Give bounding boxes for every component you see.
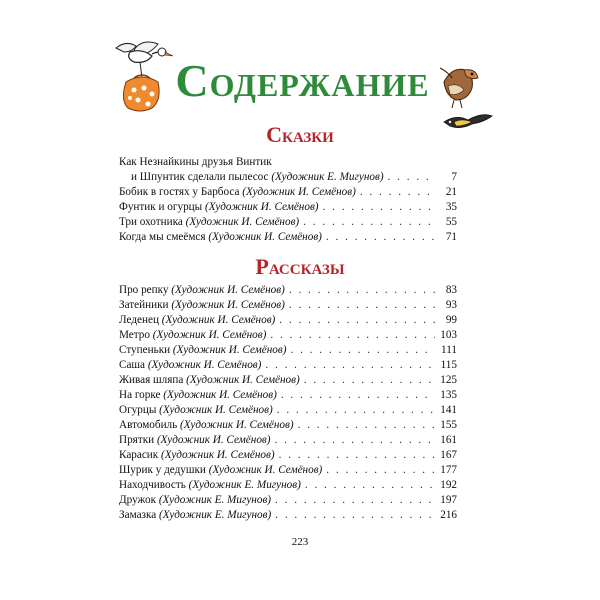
toc-entry-title-group (119, 433, 271, 448)
toc-entry-title-group (119, 448, 275, 463)
toc-entry-title: Три охотника (119, 216, 183, 228)
toc-entry-illustrator: (Художник И. Семёнов) (147, 359, 262, 371)
toc-entry-page: 177 (440, 464, 457, 476)
toc-entry-title-group (119, 283, 285, 298)
toc-entry-title-group (119, 388, 277, 403)
toc-entry-title: Живая шляпа (119, 374, 184, 386)
toc-entry[interactable] (119, 298, 457, 313)
toc-leader-dots (277, 403, 435, 418)
toc-entry-illustrator: (Художник И. Семёнов) (163, 389, 277, 401)
toc-entry[interactable] (119, 493, 457, 508)
toc-entry-title-group (119, 313, 275, 328)
toc-entry-title: Бобик в гостях у Барбоса (119, 186, 240, 198)
toc-entry-page: 167 (440, 449, 457, 461)
page-number: 223 (291, 536, 309, 548)
toc-entry-title: Находчивость (119, 479, 186, 491)
toc-entry-illustrator: (Художник И. Семёнов) (156, 434, 271, 446)
toc-entry-illustrator: (Художник И. Семёнов) (208, 231, 322, 243)
toc-leader-dots (326, 230, 435, 245)
toc-entry[interactable] (119, 373, 457, 388)
toc-entry-title-group (119, 463, 322, 478)
toc-entry-illustrator: (Художник И. Семёнов) (185, 216, 300, 228)
toc-entry-page: 35 (445, 201, 457, 213)
toc-entry-page: 21 (445, 186, 457, 198)
toc-entry[interactable] (119, 313, 457, 328)
toc-entry-title: Дружок (119, 494, 157, 506)
toc-entry-page: 135 (440, 389, 457, 401)
toc-entry[interactable] (119, 230, 457, 245)
toc-entry[interactable] (119, 185, 457, 200)
toc-entry-illustrator: (Художник Е. Мигунов) (158, 494, 272, 506)
toc-leader-dots (279, 448, 435, 463)
toc-leader-dots (289, 283, 435, 298)
toc-entry-illustrator: (Художник И. Семёнов) (186, 374, 300, 386)
toc-entry[interactable] (119, 388, 457, 403)
toc-entry[interactable] (119, 283, 457, 298)
toc-leader-dots (279, 313, 435, 328)
toc-entry-title-group (119, 508, 271, 523)
toc-leader-dots (265, 358, 435, 373)
toc-entry-illustrator: (Художник Е. Мигунов) (188, 479, 301, 491)
toc-entry-title-group (119, 230, 322, 245)
toc-entry-title-group (119, 185, 356, 200)
toc-entry[interactable] (119, 478, 457, 493)
toc-entry[interactable] (119, 418, 457, 433)
toc-entry-illustrator: (Художник И. Семёнов) (180, 419, 294, 431)
toc-entry-title: На горке (119, 389, 161, 401)
toc-entry-title: Когда мы смеёмся (119, 231, 206, 243)
toc-entry-title-group (131, 170, 384, 185)
toc-leader-dots (270, 328, 435, 343)
toc-entry-title: Прятки (119, 434, 155, 446)
toc-entry-title-group (119, 358, 261, 373)
toc-entry-title-group (119, 478, 301, 493)
toc-entry-title-group (119, 343, 286, 358)
toc-leader-dots (298, 418, 435, 433)
toc-entry-illustrator: (Художник И. Семёнов) (171, 299, 285, 311)
toc-entry-title: Саша (119, 359, 146, 371)
toc-entry-title-group (119, 200, 319, 215)
toc-entry[interactable] (119, 343, 457, 358)
toc-entry-page: 192 (440, 479, 457, 491)
toc-leader-dots (275, 493, 435, 508)
toc-section-skazki (119, 155, 457, 245)
toc-entry-illustrator: (Художник И. Семёнов) (152, 329, 267, 341)
toc-entry-title: Леденец (119, 314, 159, 326)
toc-entry-page: 55 (445, 216, 457, 228)
toc-entry-title: Фунтик и огурцы (119, 201, 203, 213)
toc-entry-title-group (119, 298, 285, 313)
toc-entry-illustrator: (Художник И. Семёнов) (171, 284, 285, 296)
toc-entry-illustrator: (Художник И. Семёнов) (172, 344, 287, 356)
toc-entry-illustrator: (Художник И. Семёнов) (161, 314, 276, 326)
toc-leader-dots (360, 185, 435, 200)
toc-entry-illustrator: (Художник И. Семёнов) (208, 464, 323, 476)
toc-entry[interactable] (119, 200, 457, 215)
toc-entry-title: Метро (119, 329, 150, 341)
toc-leader-dots (303, 215, 435, 230)
toc-leader-dots (305, 478, 435, 493)
toc-entry-illustrator: (Художник И. Семёнов) (242, 186, 356, 198)
toc-leader-dots (290, 343, 435, 358)
toc-entry-page: 111 (441, 344, 457, 356)
toc-entry-illustrator: (Художник Е. Мигунов) (271, 171, 384, 183)
toc-entry-title-group (119, 373, 300, 388)
toc-leader-dots (289, 298, 435, 313)
toc-entry-title: Автомобиль (119, 419, 178, 431)
toc-entry[interactable] (119, 508, 457, 523)
toc-entry-page: 125 (440, 374, 457, 386)
toc-entry-illustrator: (Художник И. Семёнов) (159, 404, 273, 416)
toc-entry-page: 197 (440, 494, 457, 506)
toc-leader-dots (388, 170, 435, 185)
toc-entry-page: 71 (445, 231, 457, 243)
sparrow-illustration (438, 62, 480, 110)
toc-entry-illustrator: (Художник Е. Мигунов) (159, 509, 272, 521)
toc-entry-line: Как Незнайкины друзья Винтик (119, 156, 272, 168)
toc-entry[interactable] (119, 433, 457, 448)
toc-entry-title: Затейники (119, 299, 169, 311)
section-title-rasskazy: Рассказы (255, 254, 345, 279)
toc-leader-dots (304, 373, 435, 388)
toc-entry[interactable] (119, 403, 457, 418)
toc-leader-dots (275, 508, 435, 523)
section-title-skazki: Сказки (266, 122, 334, 147)
toc-entry[interactable] (119, 463, 457, 478)
toc-entry[interactable] (119, 328, 457, 343)
toc-entry-title-group (119, 403, 273, 418)
toc-entry-illustrator: (Художник И. Семёнов) (161, 449, 275, 461)
toc-entry-page: 141 (440, 404, 457, 416)
toc-entry-title: Замазка (119, 509, 157, 521)
toc-entry-illustrator: (Художник И. Семёнов) (204, 201, 319, 213)
toc-entry-title-group (119, 418, 294, 433)
toc-section-rasskazy (119, 283, 457, 523)
toc-entry-page: 99 (445, 314, 457, 326)
toc-leader-dots (323, 200, 435, 215)
toc-entry[interactable] (119, 448, 457, 463)
toc-entry-page: 216 (440, 509, 457, 521)
toc-entry[interactable] (119, 215, 457, 230)
toc-entry-page: 115 (440, 359, 457, 371)
toc-entry-title: Шурик у дедушки (119, 464, 206, 476)
toc-entry-page: 103 (440, 329, 457, 341)
toc-entry-page: 7 (451, 171, 457, 183)
page-title: Содержание (175, 55, 430, 106)
toc-entry-title-group (119, 328, 266, 343)
toc-leader-dots (326, 463, 435, 478)
toc-entry-page: 83 (445, 284, 457, 296)
toc-entry[interactable] (119, 358, 457, 373)
toc-entry-title: и Шпунтик сделали пылесос (131, 171, 269, 183)
toc-entry-title: Ступеньки (119, 344, 171, 356)
toc-entry-page: 93 (445, 299, 457, 311)
toc-entry-title: Про репку (119, 284, 169, 296)
toc-entry-title: Карасик (119, 449, 159, 461)
toc-leader-dots (281, 388, 435, 403)
toc-entry-page: 161 (440, 434, 457, 446)
toc-entry-title-group (119, 215, 299, 230)
toc-entry-title-group (119, 493, 271, 508)
toc-entry[interactable] (119, 170, 457, 185)
toc-leader-dots (275, 433, 436, 448)
toc-entry-title: Огурцы (119, 404, 157, 416)
toc-entry-page: 155 (440, 419, 457, 431)
